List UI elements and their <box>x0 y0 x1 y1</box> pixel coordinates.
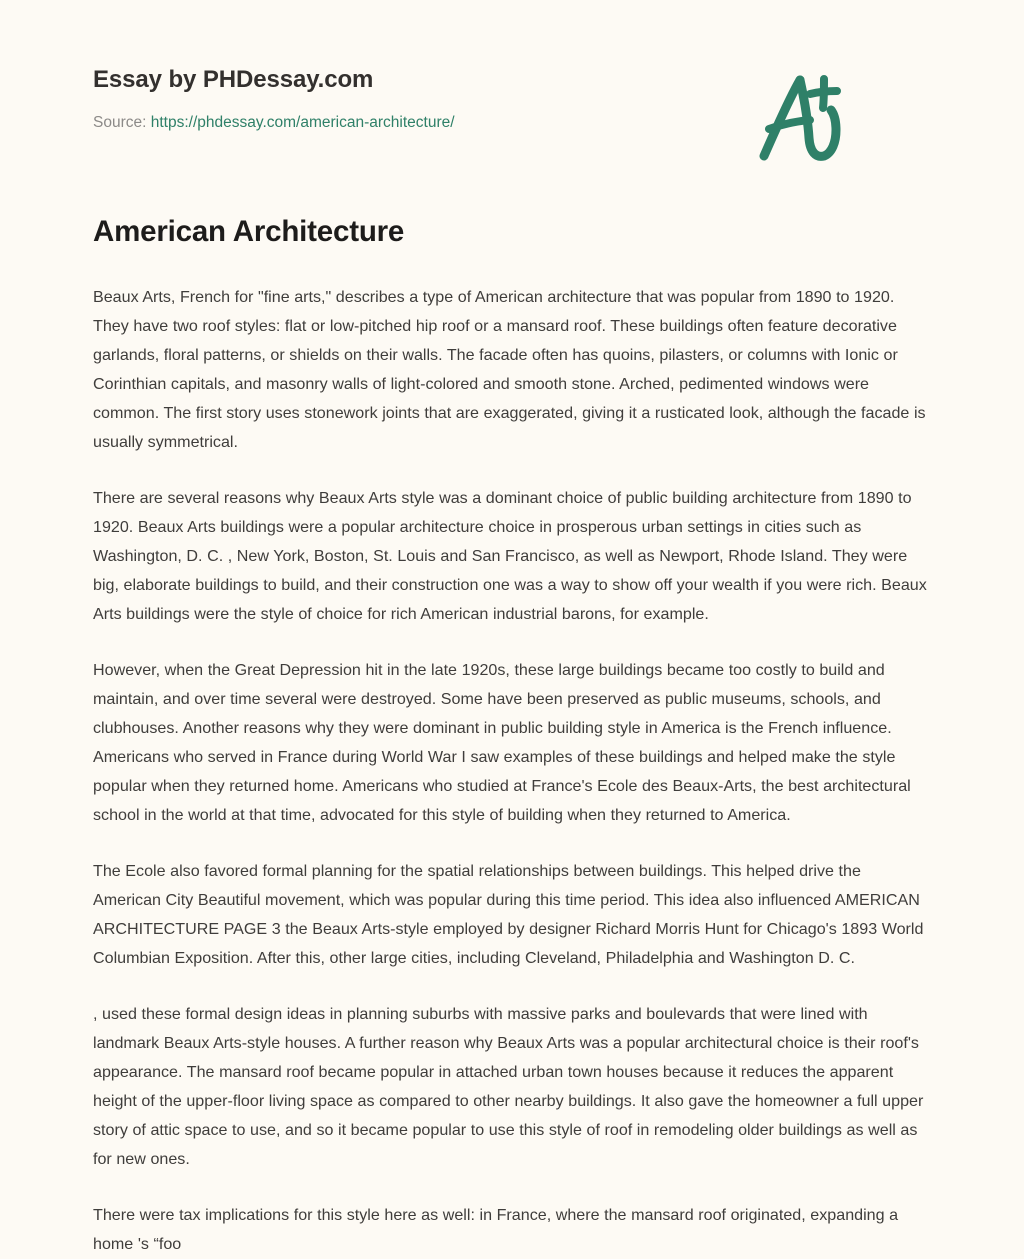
source-link[interactable]: https://phdessay.com/american-architecture/ <box>150 113 455 131</box>
source-label: Source: <box>93 113 147 131</box>
brand-title: Essay by PHDessay.com <box>93 66 374 93</box>
paragraph: Beaux Arts, French for "fine arts," describes a type of American architecture that was popular from 1890 to 1920. They have two roof styles: flat or low-pitched hip roof or a mansard roof. These buildings often feature decorative garlands, floral patterns, or shields on their walls. The facade often has quoins, pilasters, or columns with Ionic or Corinthian capitals, and masonry walls of light-colored and smooth stone. Arched, pedimented windows were common. The first story uses stonework joints that are exaggerated, giving it a rusticated look, although the facade is usually symmetrical. <box>93 288 926 452</box>
page-header <box>93 0 931 131</box>
a-plus-logo-icon <box>738 52 858 172</box>
paragraph: There were tax implications for this style here as well: in France, where the mansard roof originated, expanding a home 's “foo <box>93 1206 899 1254</box>
paragraph: There are several reasons why Beaux Arts style was a dominant choice of public building architecture from 1890 to 1920. Beaux Arts buildings were a popular architecture choice in prosperous urban settings in cities such as Washington, D. C. , New York, Boston, St. Louis and San Francisco, as well as Newport, Rhode Island. They were big, elaborate buildings to build, and their construction one was a way to show off your wealth if you were rich. Beaux Arts buildings were the style of choice for rich American industrial barons, for example. <box>93 489 927 624</box>
essay-body <box>93 249 931 1259</box>
paragraph: However, when the Great Depression hit in the late 1920s, these large buildings became too costly to build and maintain, and over time several were destroyed. Some have been preserved as public museums, schools, and clubhouses. Another reasons why they were dominant in public building style in America is the French influence. Americans who served in France during World War I saw examples of these buildings and helped make the style popular when they returned home. Americans who studied at France's Ecole des Beaux-Arts, the best architectural school in the world at that time, advocated for this style of building when they returned to America. <box>93 661 911 825</box>
a-plus-logo <box>738 52 858 172</box>
paragraph: , used these formal design ideas in planning suburbs with massive parks and boulevards that were lined with landmark Beaux Arts-style houses. A further reason why Beaux Arts was a popular architectural choice is their roof's appearance. The mansard roof became popular in attached urban town houses because it reduces the apparent height of the upper-floor living space as compared to other nearby buildings. It also gave the homeowner a full upper story of attic space to use, and so it became popular to use this style of roof in remodeling older buildings as well as for new ones. <box>93 1005 924 1169</box>
page-title: American Architecture <box>93 215 405 248</box>
paragraph: The Ecole also favored formal planning for the spatial relationships between buildings. This helped drive the American City Beautiful movement, which was popular during this time period. This idea also influenced AMERICAN ARCHITECTURE PAGE 3 the Beaux Arts-style employed by designer Richard Morris Hunt for Chicago's 1893 World Columbian Exposition. After this, other large cities, including Cleveland, Philadelphia and Washington D. C. <box>93 862 924 968</box>
